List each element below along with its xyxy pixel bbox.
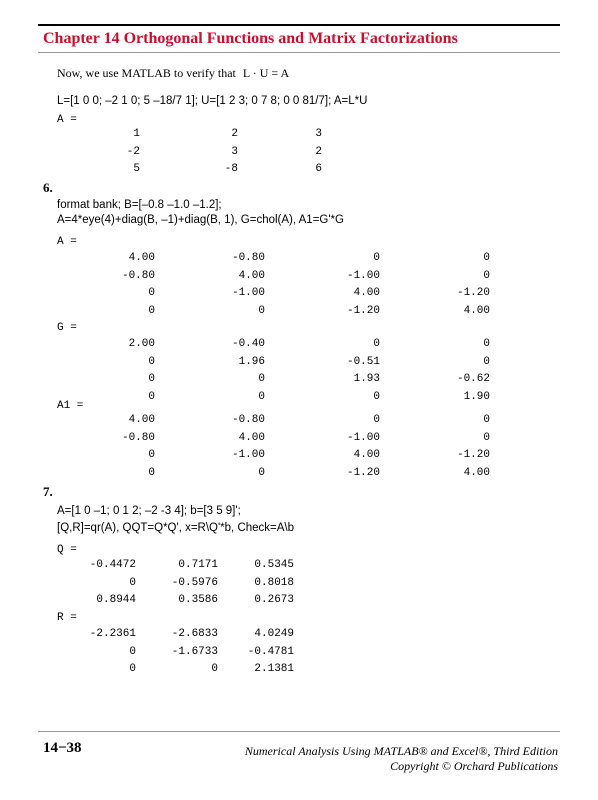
matrix-cell-a1: 6 (315, 163, 322, 175)
matrix-cell-a1: -8 (224, 163, 238, 175)
matrix-cell-a6: -0.80 (231, 252, 265, 264)
matrix-cell-g: 1.90 (463, 390, 490, 403)
page-number: 14−38 (43, 740, 82, 756)
matrix-cell-a1: 1 (133, 128, 140, 140)
matrix-cell-a6: 0 (483, 269, 490, 282)
matlab-command-6a: format bank; B=[–0.8 –1.0 –1.2]; (57, 199, 222, 211)
matrix-cell-a6: -1.00 (346, 269, 380, 282)
matrix-cell-a6: -1.00 (231, 287, 265, 299)
matrix-cell-r: -0.4781 (247, 645, 294, 658)
matlab-command-7b: [Q,R]=qr(A), QQT=Q*Q', x=R\Q'*b, Check=A\b (57, 522, 295, 534)
matrix-cell-g: 1.96 (238, 355, 265, 368)
matrix-cell-a1: 5 (133, 163, 140, 175)
matrix-cell-a1b: 0 (483, 414, 490, 426)
matrix-cell-a1b: 0 (258, 466, 265, 479)
matrix-cell-g: 1.93 (353, 373, 380, 385)
matlab-command-6b: A=4*eye(4)+diag(B, –1)+diag(B, 1), G=chol(A), A1=G'*G (57, 214, 344, 226)
matrix-cell-a1b: -1.00 (346, 431, 380, 444)
matrix-cell-q: -0.4472 (89, 559, 136, 571)
matrix-label-a6: A = (57, 236, 77, 248)
matrix-cell-a1b: -0.80 (231, 414, 265, 426)
matrix-cell-a6: -1.20 (346, 304, 380, 317)
matrix-cell-q: 0.8944 (96, 594, 136, 606)
copyright: Copyright © Orchard Publications (390, 759, 558, 773)
matrix-cell-q: 0 (129, 576, 136, 589)
matrix-cell-q: 0.7171 (178, 559, 218, 571)
matrix-cell-a6: 0 (483, 252, 490, 264)
matrix-cell-a1b: 4.00 (353, 449, 380, 461)
matrix-cell-g: 0 (483, 355, 490, 368)
matrix-cell-r: 0 (129, 663, 136, 675)
matrix-cell-r: 4.0249 (254, 628, 294, 640)
header-rule (38, 24, 560, 26)
matrix-cell-a1b: -1.20 (456, 449, 490, 461)
matrix-cell-q: 0.3586 (178, 594, 218, 606)
matrix-label-a1b: A1 = (57, 400, 84, 412)
matrix-cell-a1b: 4.00 (128, 414, 155, 426)
matrix-cell-a1b: 4.00 (463, 466, 490, 479)
matrix-label-g: G = (57, 322, 77, 334)
matrix-cell-a1b: -0.80 (121, 431, 155, 444)
matrix-label-q: Q = (57, 544, 77, 556)
matrix-cell-g: 0 (483, 338, 490, 350)
matrix-cell-a1: 2 (231, 128, 238, 140)
matrix-cell-a6: 0 (148, 287, 155, 299)
problem-number-7: 7. (43, 484, 53, 499)
matrix-cell-a1b: 4.00 (238, 431, 265, 444)
matrix-cell-g: 0 (148, 390, 155, 403)
matrix-cell-a1b: 0 (148, 449, 155, 461)
matrix-cell-a1b: 0 (148, 466, 155, 479)
matrix-cell-a1b: 0 (483, 431, 490, 444)
chapter-title: Chapter 14 Orthogonal Functions and Matrix Factorizations (43, 30, 458, 47)
intro-paragraph (57, 66, 289, 81)
matrix-cell-g: -0.51 (346, 355, 380, 368)
matrix-cell-q: 0.8018 (254, 576, 294, 589)
matrix-cell-a1b: -1.20 (346, 466, 380, 479)
intro-text: Now, we use MATLAB to verify that (57, 66, 236, 80)
matrix-cell-q: 0.5345 (254, 559, 294, 571)
intro-equation: L · U = A (242, 66, 290, 80)
matrix-cell-g: 2.00 (128, 338, 155, 350)
matrix-cell-a1: 2 (315, 145, 322, 158)
matrix-cell-g: 0 (373, 390, 380, 403)
matrix-cell-g: 0 (373, 338, 380, 350)
matrix-cell-a1b: 0 (373, 414, 380, 426)
header-divider (38, 52, 560, 53)
matrix-cell-r: 2.1381 (254, 663, 294, 675)
matrix-cell-r: -2.2361 (89, 628, 136, 640)
matrix-cell-g: 0 (148, 373, 155, 385)
matrix-cell-g: -0.62 (456, 373, 490, 385)
matrix-label-r: R = (57, 612, 77, 624)
matrix-cell-a6: 4.00 (128, 252, 155, 264)
matrix-cell-a6: 0 (373, 252, 380, 264)
matrix-cell-a1: -2 (126, 145, 140, 158)
book-title: Numerical Analysis Using MATLAB® and Excel®, Third Edition (244, 744, 558, 758)
matrix-cell-r: -1.6733 (171, 645, 218, 658)
matrix-cell-r: 0 (129, 645, 136, 658)
matrix-cell-a6: 4.00 (353, 287, 380, 299)
matrix-cell-a1: 3 (315, 128, 322, 140)
matrix-cell-q: 0.2673 (254, 594, 294, 606)
matrix-cell-a6: 0 (258, 304, 265, 317)
matrix-cell-a6: 0 (148, 304, 155, 317)
matrix-cell-a1: 3 (231, 145, 238, 158)
matlab-command-7a: A=[1 0 –1; 0 1 2; –2 -3 4]; b=[3 5 9]'; (57, 505, 241, 517)
matrix-cell-a6: 4.00 (238, 269, 265, 282)
problem-number-6: 6. (43, 180, 53, 195)
matrix-cell-q: -0.5976 (171, 576, 218, 589)
matrix-cell-g: 0 (148, 355, 155, 368)
matrix-cell-g: 0 (258, 390, 265, 403)
matrix-label-a1: A = (57, 114, 77, 126)
matrix-cell-g: -0.40 (231, 338, 265, 350)
matrix-cell-g: 0 (258, 373, 265, 385)
matlab-command-lu: L=[1 0 0; –2 1 0; 5 –18/7 1]; U=[1 2 3; 0 7 8; 0 0 81/7]; A=L*U (57, 95, 368, 107)
matrix-cell-a6: 4.00 (463, 304, 490, 317)
matrix-cell-a1b: -1.00 (231, 449, 265, 461)
footer-divider (38, 731, 560, 732)
matrix-cell-a6: -0.80 (121, 269, 155, 282)
matrix-cell-r: -2.6833 (171, 628, 218, 640)
matrix-cell-r: 0 (211, 663, 218, 675)
matrix-cell-a6: -1.20 (456, 287, 490, 299)
